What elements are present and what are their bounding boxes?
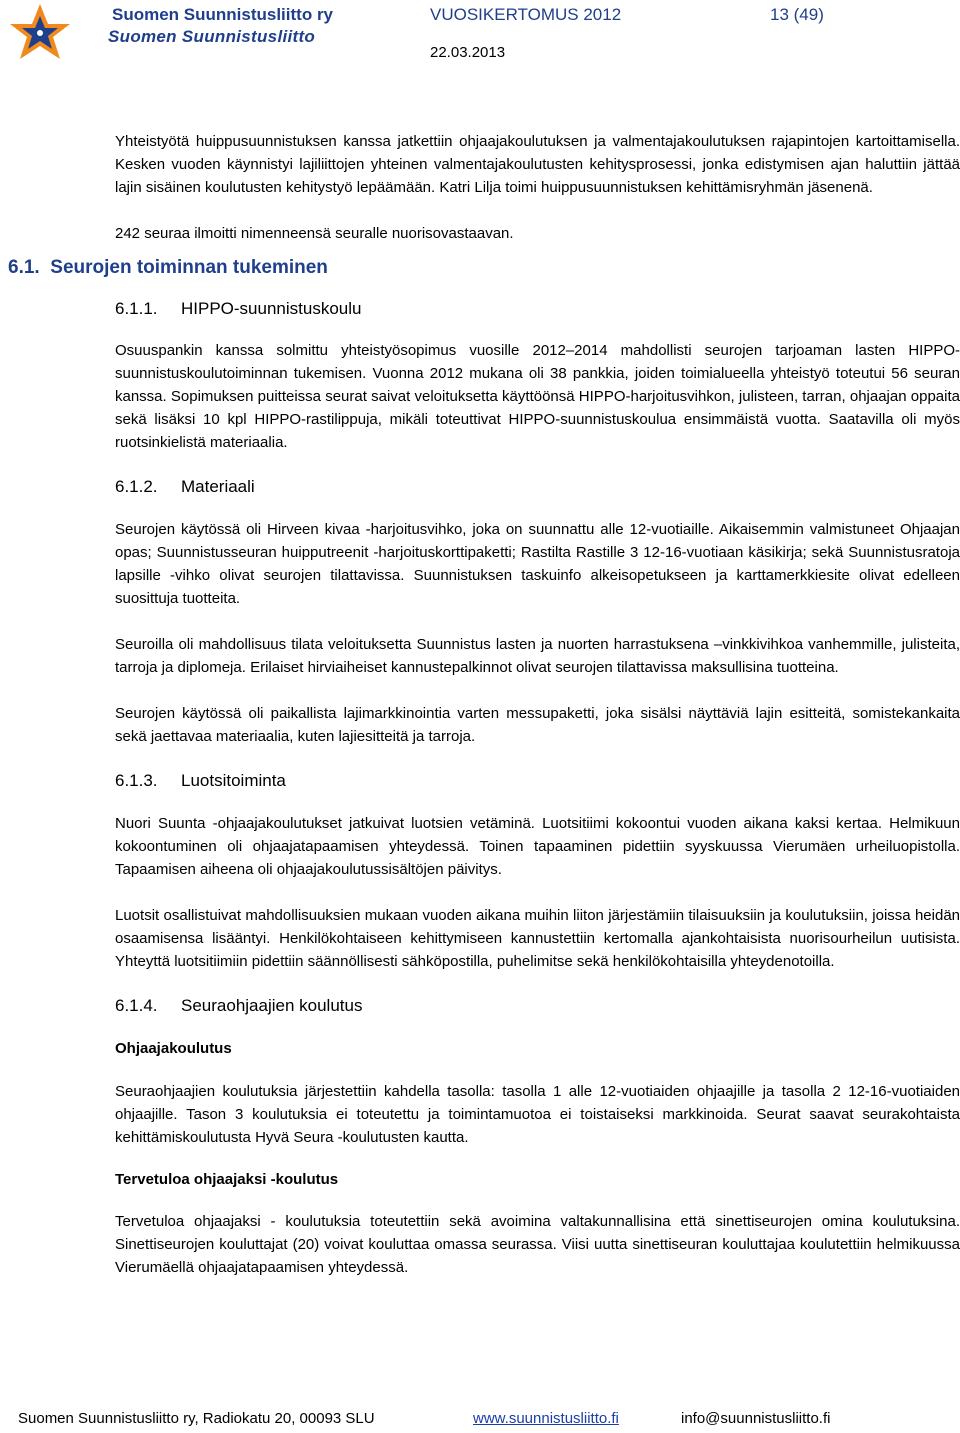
section-heading: [8, 256, 328, 279]
paragraph: 242 seuraa ilmoitti nimenneensä seuralle nuorisovastaavan.: [115, 225, 514, 242]
paragraph: Seurojen käytössä oli Hirveen kivaa -harjoitusvihko, joka on suunnattu alle 12-vuotiaille. Aikaisemmin valmistuneet Ohjaajan opas; Suunnistusseuran huipputreenit -harjoituskorttipaketti; Rastilta Rastille 3 12-16-vuotiaan käsikirja; sekä Suunnistusratoja lapsille -vihko olivat seurojen tilattavissa. Suunnistuksen taskuinfo alkeisopetukseen ja karttamerkkiesite olivat edelleen suosittuja tuotteita.: [115, 521, 960, 607]
subsection-title: Materiaali: [181, 477, 255, 496]
subsection-title: Luotsitoiminta: [181, 771, 286, 790]
report-date: 22.03.2013: [430, 44, 506, 61]
report-title: VUOSIKERTOMUS 2012: [430, 5, 622, 24]
subsection-heading-612: [115, 475, 960, 498]
subsection-title: HIPPO-suunnistuskoulu: [181, 299, 362, 318]
paragraph: Seuraohjaajien koulutuksia järjestettiin kahdella tasolla: tasolla 1 alle 12-vuotiaiden ohjaajille ja tasolla 2 12-16-vuotiaiden ohjaajille. Tason 3 koulutuksia ei toteutettu ja toimintamuotoa ei toistaiseksi markkinoida. Seurat saavat seurakohtaista kehittämiskoulutusta Hyvä Seura -koulutusten kautta.: [115, 1083, 960, 1146]
sub-heading: Ohjaajakoulutus: [115, 1040, 232, 1057]
star-logo-icon: [4, 2, 104, 66]
section-heading-wrap: [8, 245, 960, 295]
section-title: Seurojen toiminnan tukeminen: [50, 257, 328, 278]
paragraph: Yhteistyötä huippusuunnistuksen kanssa jatkettiin ohjaajakoulutuksen ja valmentajakoulutuksen rajapintojen kartoittamisella. Kesken vuoden käynnistyi lajiliittojen yhteinen valmentajakoulutusten kehitysprosessi, jonka edistymisen ajan haluttiin jättää lajin sisäinen koulutusten kehitystyö lepäämään. Katri Lilja toimi huippusuunnistuksen kehittämisryhmän jäsenenä.: [115, 133, 960, 196]
section-number: 6.1.: [8, 257, 40, 278]
org-name: Suomen Suunnistusliitto ry: [112, 5, 334, 24]
document-body: [8, 130, 960, 1279]
sub-heading: Tervetuloa ohjaajaksi -koulutus: [115, 1171, 339, 1188]
subsection-heading-611: [115, 297, 960, 320]
subsection-number: 6.1.2.: [115, 477, 158, 496]
footer-address: Suomen Suunnistusliitto ry, Radiokatu 20, 00093 SLU: [18, 1410, 375, 1427]
subsection-heading-613: [115, 769, 960, 792]
subsection-number: 6.1.4.: [115, 996, 158, 1015]
paragraph: Luotsit osallistuivat mahdollisuuksien mukaan vuoden aikana muihin liiton järjestämiin tilaisuuksiin ja koulutuksiin, joissa heidän osaamisensa lisääntyi. Henkilökohtaiseen kehittymiseen kannustettiin kertomalla ajankohtaisista nuorisourheilun uutisista. Yhteyttä luotsitiimiin pidettiin säännöllisesti sähköpostilla, puhelimitse sekä henkilökohtaisilla yhteydenotoilla.: [115, 907, 960, 970]
logo-wordmark: Suomen Suunnistusliitto: [108, 27, 316, 46]
paragraph: Osuuspankin kanssa solmittu yhteistyösopimus vuosille 2012–2014 mahdollisti seurojen tarjoaman lasten HIPPO-suunnistuskoulutoiminnan tukemisen. Vuonna 2012 mukana oli 38 pankkia, joiden toimialueella yhteistyö toteutui 56 seuran kanssa. Sopimuksen puitteissa seurat saivat veloituksetta käyttöönsä HIPPO-harjoitusvihkon, julisteen, tarran, ohjaajan oppaita sekä lisäksi 10 kpl HIPPO-rastilippuja, mikäli toteuttivat HIPPO-suunnistuskoulua ensimmäistä vuotta. Saatavilla oli myös ruotsinkielistä materiaalia.: [115, 342, 960, 451]
paragraph: Seuroilla oli mahdollisuus tilata veloituksetta Suunnistus lasten ja nuorten harrastuksena –vinkkivihkoa vanhemmille, julisteita, tarroja ja diplomeja. Erilaiset hirviaiheiset kannustepalkinnot olivat seurojen tilattavissa maksullisina tuotteina.: [115, 636, 960, 676]
organization-logo: [4, 2, 104, 66]
paragraph: Nuori Suunta -ohjaajakoulutukset jatkuivat luotsien vetäminä. Luotsitiimi kokoontui vuoden aikana kaksi kertaa. Helmikuun kokoontuminen oli ohjaajatapaamisen yhteydessä. Toinen tapaaminen pidettiin syyskuussa Vierumäen urheiluopistolla. Tapaamisen aiheena oli ohjaajakoulutussisältöjen päivitys.: [115, 815, 960, 878]
paragraph: Tervetuloa ohjaajaksi - koulutuksia toteutettiin sekä avoimina valtakunnallisina että sinettiseurojen omina koulutuksina. Sinettiseurojen kouluttajat (20) voivat kouluttaa omassa seurassa. Viisi uutta sinettiseuran kouluttajaa koulutettiin helmikuussa Vierumäellä ohjaajatapaamisen yhteydessä.: [115, 1213, 960, 1276]
footer-website-link[interactable]: www.suunnistusliitto.fi: [473, 1410, 619, 1427]
footer-email[interactable]: info@suunnistusliitto.fi: [681, 1410, 831, 1427]
subsection-number: 6.1.3.: [115, 771, 158, 790]
subsection-title: Seuraohjaajien koulutus: [181, 996, 363, 1015]
subsection-heading-614: [115, 994, 960, 1017]
paragraph: Seurojen käytössä oli paikallista lajimarkkinointia varten messupaketti, joka sisälsi näyttäviä lajin esitteitä, somistekankaita sekä jaettavaa materiaalia, kuten lajiesitteitä ja tarroja.: [115, 705, 960, 745]
page-number: 13 (49): [770, 5, 824, 24]
subsection-number: 6.1.1.: [115, 299, 158, 318]
